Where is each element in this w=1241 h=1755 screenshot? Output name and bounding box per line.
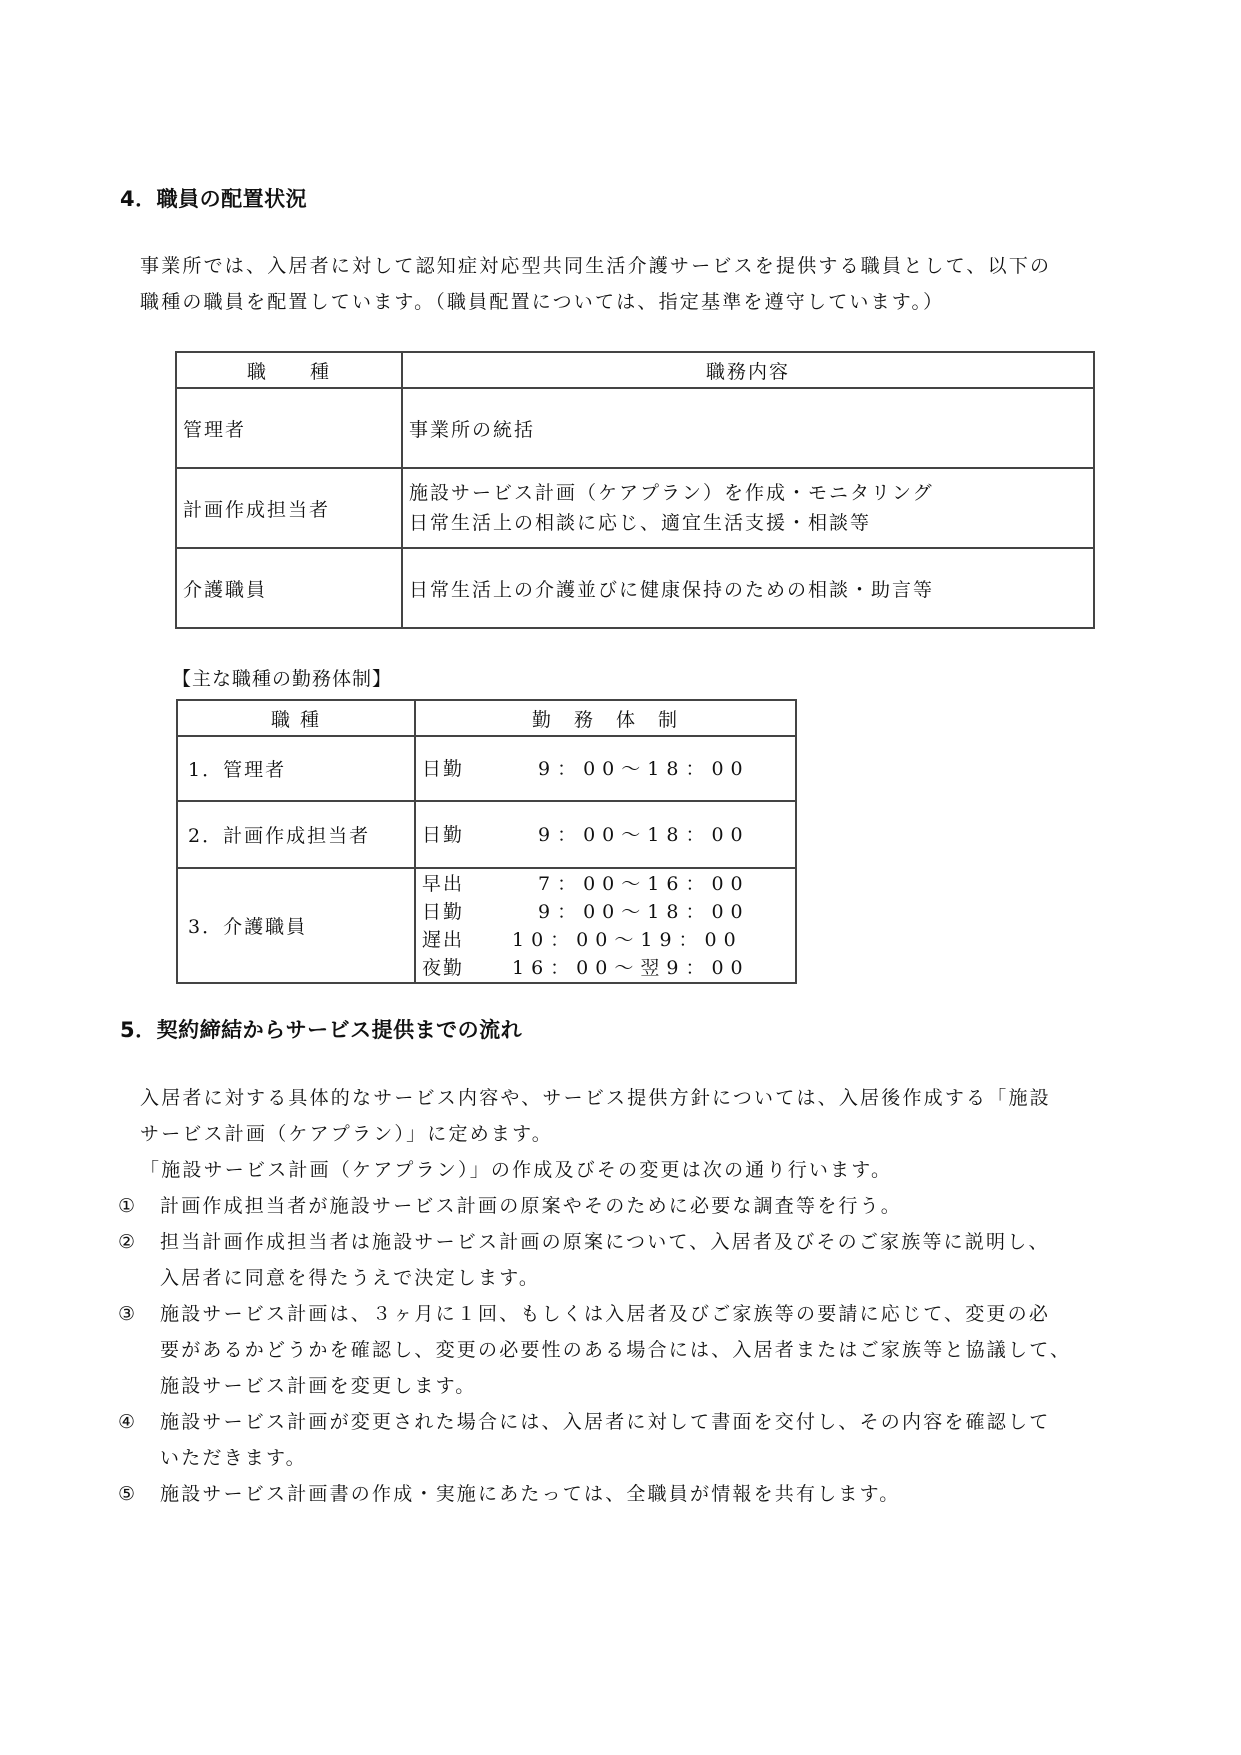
shift-entry	[422, 821, 789, 849]
shift-entry	[422, 954, 789, 982]
shift-role: 2．計画作成担当者	[177, 801, 415, 868]
shift-time: 7：00～16：00	[512, 872, 750, 895]
duties-content	[402, 468, 1094, 548]
duties-role: 管理者	[176, 388, 402, 468]
step-line: 施設サービス計画が変更された場合には、入居者に対して書面を交付し、その内容を確認して	[160, 1411, 1051, 1433]
section-5-title: 5．契約締結からサービス提供までの流れ	[120, 1018, 523, 1042]
shift-label: 早出	[422, 872, 465, 895]
shift-entry	[422, 870, 789, 898]
section-5-intro-line-3: 「施設サービス計画（ケアプラン）」の作成及びその変更は次の通り行います。	[140, 1159, 893, 1181]
step-line: 施設サービス計画は、３ヶ月に１回、もしくは入居者及びご家族等の要請に応じて、変更の必	[160, 1303, 1051, 1325]
duties-content	[402, 388, 1094, 468]
shift-label: 夜勤	[422, 956, 465, 979]
shift-entry	[422, 898, 789, 926]
shift-table	[176, 699, 797, 984]
section-5-intro-line-2: サービス計画（ケアプラン）」に定めます。	[140, 1123, 553, 1145]
duties-row	[176, 548, 1094, 628]
step-number: ⑤	[118, 1483, 138, 1505]
step-line: 要があるかどうかを確認し、変更の必要性のある場合には、入居者またはご家族等と協議して、	[160, 1339, 1072, 1361]
shift-table-header	[177, 700, 796, 736]
shift-label: 日勤	[422, 757, 465, 780]
shift-schedule	[415, 736, 796, 801]
section-4-intro-line-2: 職種の職員を配置しています。（職員配置については、指定基準を遵守しています。）	[140, 291, 945, 313]
step-line: 入居者に同意を得たうえで決定します。	[160, 1267, 541, 1289]
shift-entry	[422, 926, 789, 954]
step-line: いただきます。	[160, 1447, 307, 1469]
shift-row	[177, 736, 796, 801]
step-line: 計画作成担当者が施設サービス計画の原案やそのために必要な調査等を行う。	[160, 1195, 903, 1217]
step-line: 担当計画作成担当者は施設サービス計画の原案について、入居者及びそのご家族等に説明し、	[160, 1231, 1050, 1253]
shift-schedule	[415, 801, 796, 868]
shift-role: 3．介護職員	[177, 868, 415, 983]
shift-time: 16：00～翌9：00	[512, 956, 750, 979]
shift-table-caption: 【主な職種の勤務体制】	[172, 668, 393, 690]
duties-table-header	[176, 352, 1094, 388]
duties-line: 施設サービス計画（ケアプラン）を作成・モニタリング	[409, 482, 934, 504]
step-number: ④	[118, 1411, 138, 1433]
step-number: ③	[118, 1303, 138, 1325]
section-4-intro-line-1: 事業所では、入居者に対して認知症対応型共同生活介護サービスを提供する職員として、以下の	[140, 255, 1052, 277]
shift-header-role: 職 種	[177, 700, 415, 736]
section-5-intro-line-1: 入居者に対する具体的なサービス内容や、サービス提供方針については、入居後作成する「施設	[140, 1087, 1051, 1109]
shift-label: 遅出	[422, 928, 465, 951]
duties-role: 計画作成担当者	[176, 468, 402, 548]
duties-line: 事業所の統括	[409, 418, 536, 441]
duties-content	[402, 548, 1094, 628]
shift-row	[177, 868, 796, 983]
shift-time: 10：00～19：00	[512, 928, 743, 951]
duties-row	[176, 388, 1094, 468]
step-line: 施設サービス計画書の作成・実施にあたっては、全職員が情報を共有します。	[160, 1483, 901, 1505]
duties-line: 日常生活上の相談に応じ、適宜生活支援・相談等	[409, 512, 872, 534]
step-line: 施設サービス計画を変更します。	[160, 1375, 477, 1397]
duties-role: 介護職員	[176, 548, 402, 628]
shift-entry	[422, 755, 789, 783]
duties-header-role: 職 種	[176, 352, 402, 388]
shift-row	[177, 801, 796, 868]
duties-table	[175, 351, 1095, 629]
duties-row	[176, 468, 1094, 548]
shift-label: 日勤	[422, 823, 465, 846]
shift-time: 9：00～18：00	[512, 757, 750, 780]
shift-time: 9：00～18：00	[512, 900, 750, 923]
duties-header-content: 職務内容	[402, 352, 1094, 388]
shift-time: 9：00～18：00	[512, 823, 750, 846]
shift-schedule	[415, 868, 796, 983]
section-4-title: 4．職員の配置状況	[120, 187, 308, 211]
step-number: ①	[118, 1195, 138, 1217]
shift-role: 1．管理者	[177, 736, 415, 801]
shift-header-schedule: 勤 務 体 制	[415, 700, 796, 736]
duties-line: 日常生活上の介護並びに健康保持のための相談・助言等	[409, 578, 935, 601]
shift-label: 日勤	[422, 900, 465, 923]
step-number: ②	[118, 1231, 138, 1253]
